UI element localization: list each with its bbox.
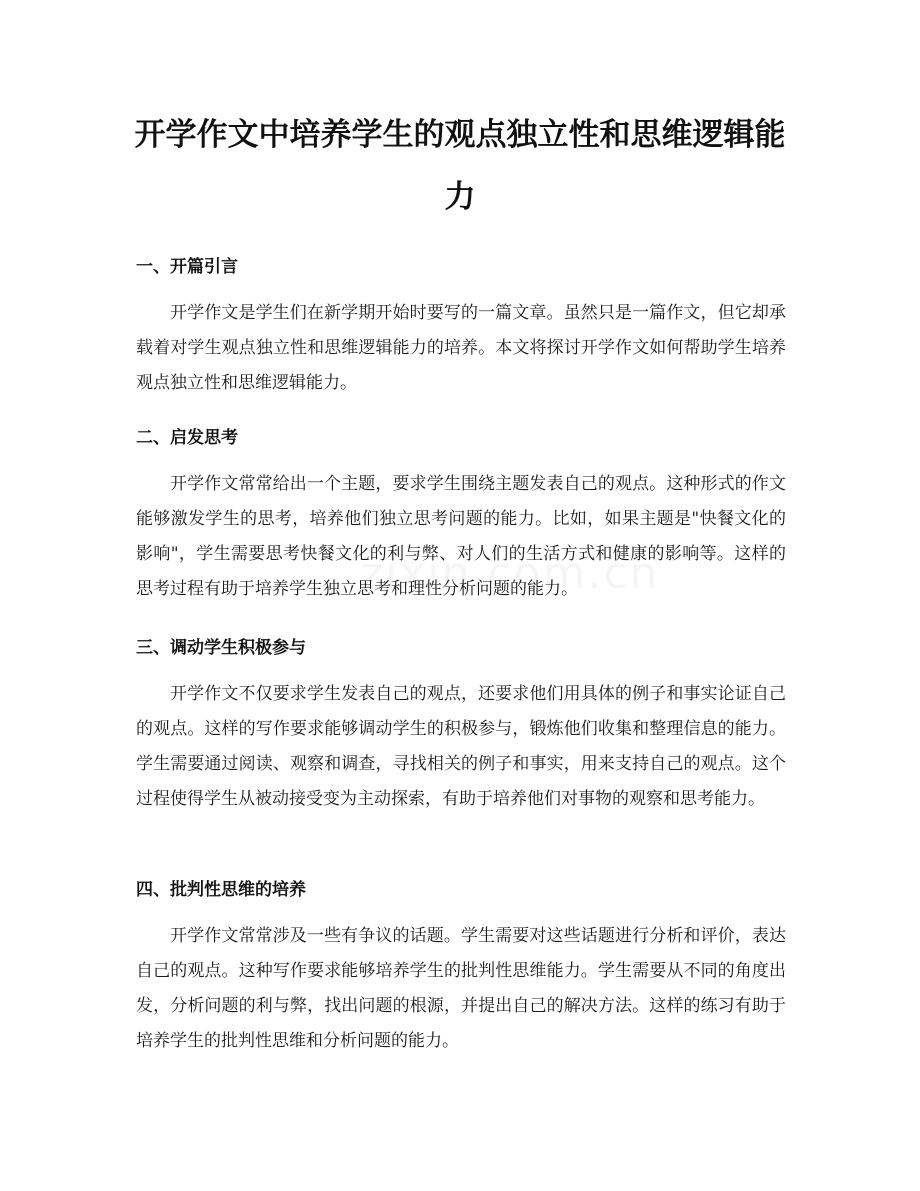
section-paragraph: 开学作文不仅要求学生发表自己的观点，还要求他们用具体的例子和事实论证自己的观点。这样的写作要求能够调动学生的积极参与，锻炼他们收集和整理信息的能力。学生需要通过阅读、观察和调查，寻找相关的例子和事实，用来支持自己的观点。这个过程使得学生从被动接受变为主动探索，有助于培养他们对事物的观察和思考能力。 xyxy=(136,684,786,809)
section-paragraph: 开学作文是学生们在新学期开始时要写的一篇文章。虽然只是一篇作文，但它却承载着对学生观点独立性和思维逻辑能力的培养。本文将探讨开学作文如何帮助学生培养观点独立性和思维逻辑能力。 xyxy=(136,303,786,393)
section-paragraph: 开学作文常常给出一个主题，要求学生围绕主题发表自己的观点。这种形式的作文能够激发学生的思考，培养他们独立思考问题的能力。比如，如果主题是"快餐文化的影响"，学生需要思考快餐文化的利与弊、对人们的生活方式和健康的影响等。这样的思考过程有助于培养学生独立思考和理性分析问题的能力。 xyxy=(136,474,786,599)
section-heading: 二、启发思考 xyxy=(136,428,238,448)
section-critical-thinking xyxy=(136,879,786,1059)
section-paragraph: 开学作文常常涉及一些有争议的话题。学生需要对这些话题进行分析和评价，表达自己的观点。这种写作要求能够培养学生的批判性思维能力。学生需要从不同的角度出发，分析问题的利与弊，找出问题的根源，并提出自己的解决方法。这样的练习有助于培养学生的批判性思维和分析问题的能力。 xyxy=(136,926,786,1051)
section-active-participation xyxy=(136,637,786,817)
section-heading: 三、调动学生积极参与 xyxy=(136,638,306,658)
section-intro xyxy=(136,256,786,401)
section-heading: 四、批判性思维的培养 xyxy=(136,880,306,900)
document-title: 开学作文中培养学生的观点独立性和思维逻辑能力 xyxy=(134,117,786,215)
section-heading: 一、开篇引言 xyxy=(136,257,238,277)
section-inspire-thinking xyxy=(136,427,786,607)
